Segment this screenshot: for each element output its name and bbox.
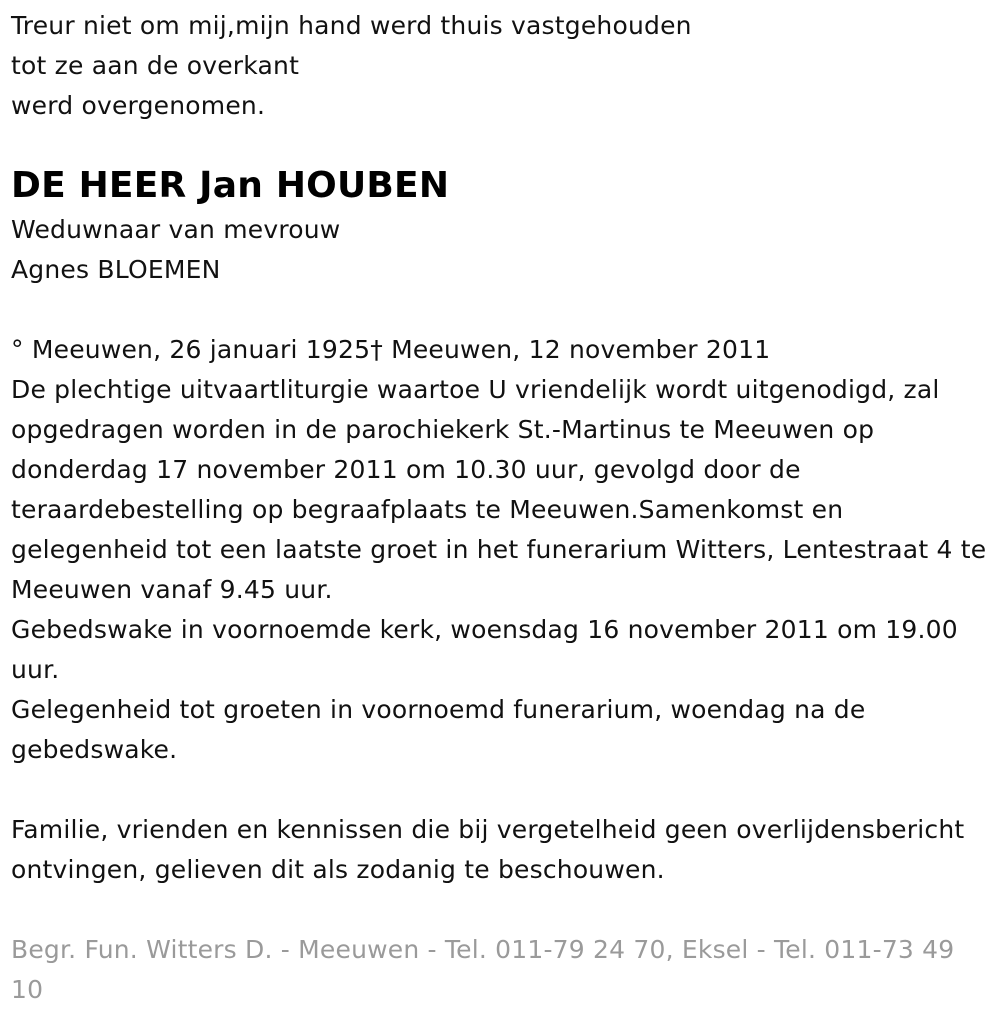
birth-death-dates: ° Meeuwen, 26 januari 1925† Meeuwen, 12 november 2011 — [11, 335, 771, 364]
wake-paragraph: Gebedswake in voornoemde kerk, woensdag 16 november 2011 om 19.00 uur. — [11, 615, 958, 684]
spacer — [11, 290, 991, 330]
greeting-paragraph: Gelegenheid tot groeten in voornoemd funerarium, woendag na de gebedswake. — [11, 695, 866, 764]
spouse-info — [11, 210, 991, 290]
poem-line: werd overgenomen. — [11, 91, 266, 120]
poem — [11, 6, 991, 126]
liturgy-paragraph: De plechtige uitvaartliturgie waartoe U vriendelijk wordt uitgenodigd, zal opgedragen worden in de parochiekerk St.-Martinus te Meeuwen op donderdag 17 november 2011 om 10.30 uur, gevolgd door de teraardebestelling op begraafplaats te Meeuwen.Samenkomst en gelegenheid tot een laatste groet in het funerarium Witters, Lentestraat 4 te Meeuwen vanaf 9.45 uur. — [11, 375, 987, 604]
poem-line: Treur niet om mij,mijn hand werd thuis vastgehouden — [11, 11, 692, 40]
spacer — [11, 770, 991, 810]
spacer — [11, 890, 991, 930]
poem-line: tot ze aan de overkant — [11, 51, 300, 80]
deceased-name: DE HEER Jan HOUBEN — [11, 165, 450, 206]
notice-paragraph: Familie, vrienden en kennissen die bij vergetelheid geen overlijdensbericht ontvingen, gelieven dit als zodanig te beschouwen. — [11, 815, 965, 884]
funeral-director-contact: Begr. Fun. Witters D. - Meeuwen - Tel. 011-79 24 70, Eksel - Tel. 011-73 49 10 — [11, 935, 955, 1004]
obituary-notice — [11, 6, 991, 1010]
spouse-line: Agnes BLOEMEN — [11, 255, 221, 284]
spouse-line: Weduwnaar van mevrouw — [11, 215, 341, 244]
